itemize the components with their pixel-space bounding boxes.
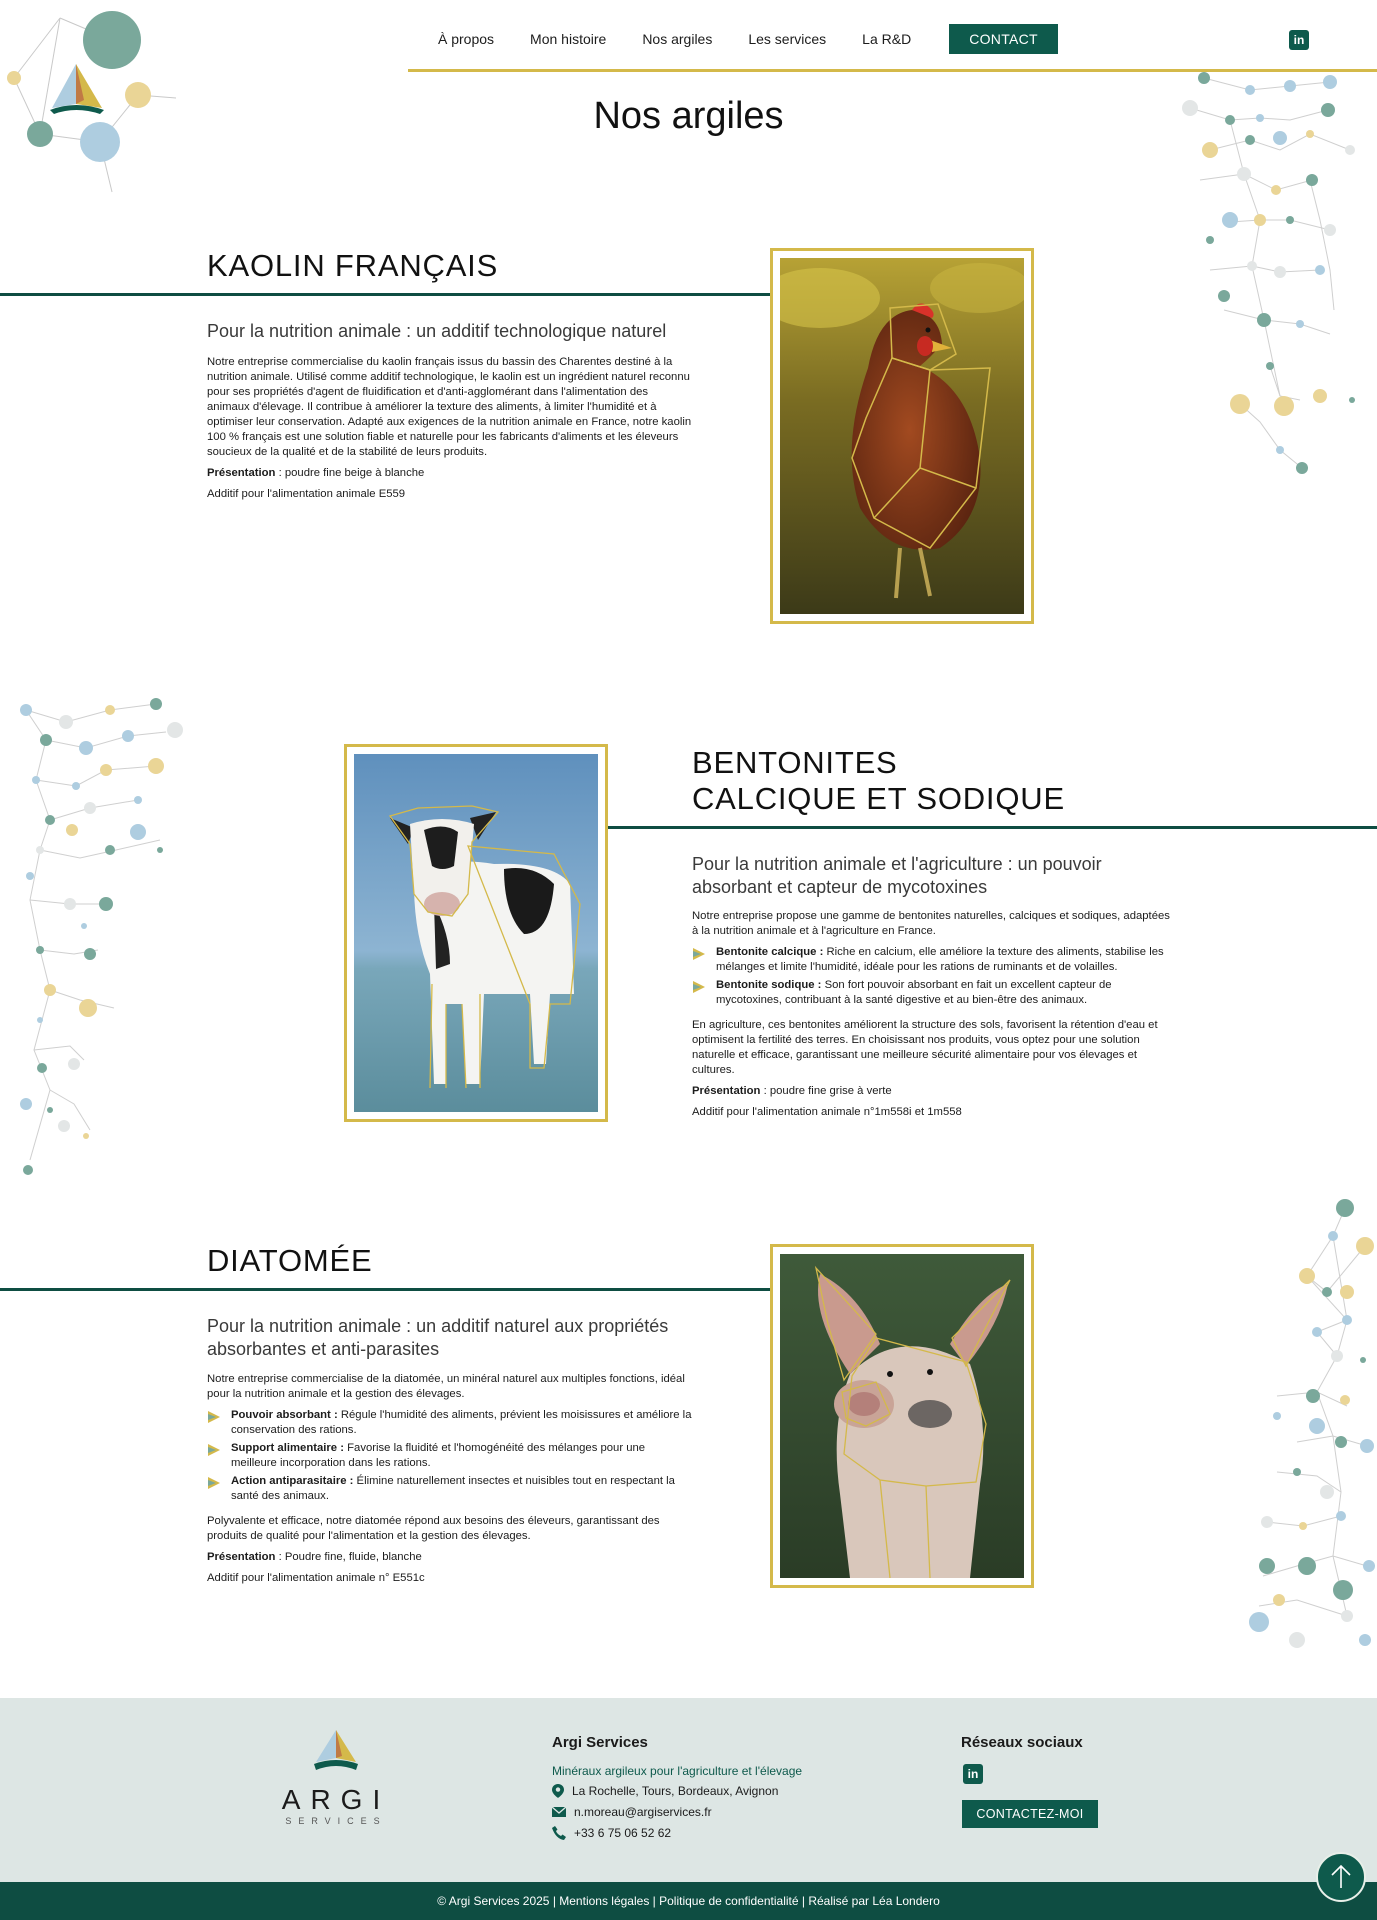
phone-icon [552,1826,566,1840]
kaolin-divider [0,293,772,296]
bentonites-intro: Notre entreprise propose une gamme de bentonites naturelles, calciques et sodiques, adaptées à la nutrition animale et à l'agriculture en France. [692,910,1170,937]
bentonites-title [692,745,1065,817]
page-title: Nos argiles [593,95,784,137]
diatomee-title: DIATOMÉE [207,1243,373,1278]
bentonites-title-line2: CALCIQUE ET SODIQUE [692,781,1065,816]
nav-item-nos-argiles[interactable]: Nos argiles [642,31,713,47]
footer-locations: La Rochelle, Tours, Bordeaux, Avignon [552,1784,778,1798]
diatomee-bullet-absorbant: Pouvoir absorbant : Régule l'humidité des aliments, prévient les moisissures et améliore la conservation des rations. [207,1408,692,1438]
arrow-up-icon [1318,1854,1364,1900]
bentonites-title-line1: BENTONITES [692,745,898,780]
footer-company-title: Argi Services [552,1734,648,1751]
argi-logo-icon [310,1728,362,1776]
molecule-decoration-right-bottom [1237,1196,1377,1656]
diatomee-body [207,1372,692,1592]
kaolin-additive: Additif pour l'alimentation animale E559 [207,488,406,500]
footer-contact-button[interactable]: CONTACTEZ-MOI [962,1800,1098,1828]
nav-item-les-services[interactable]: Les services [748,31,827,47]
footer-email[interactable]: n.moreau@argiservices.fr [552,1805,712,1819]
nav-contact-button[interactable]: CONTACT [949,24,1058,54]
diatomee-divider [0,1288,772,1291]
molecule-decoration-left-middle [10,690,190,1180]
pig-photo [780,1254,1024,1578]
kaolin-presentation-value: : poudre fine beige à blanche [275,467,425,479]
bentonites-presentation-label: Présentation [692,1085,761,1097]
argi-logo-sub: SERVICES [285,1816,387,1826]
nav-item-la-rd[interactable]: La R&D [862,31,912,47]
diatomee-additive: Additif pour l'alimentation animale n° E551c [207,1572,425,1584]
bentonites-body [692,909,1172,1126]
bentonites-bullet-calcique: Bentonite calcique : Riche en calcium, elle améliore la texture des aliments, stabilise les mélanges et limite l'humidité, idéale pour les rations de ruminants et de volailles. [692,945,1172,975]
argi-logo-word: ARGI [281,1784,391,1815]
pig-photo-frame [770,1244,1034,1588]
footer-phone[interactable]: +33 6 75 06 52 62 [552,1826,671,1840]
bentonites-paragraph: En agriculture, ces bentonites améliorent la structure des sols, favorisent la rétention d'eau et optimisent la fertilité des terres. En choisissant nos produits, vous optez pour une solution naturelle et efficace, garantissant une meilleure sécurité alimentaire pour vos élevages et cultures. [692,1019,1158,1076]
molecule-decoration-right-top [1180,70,1377,480]
bentonites-bullet-sodique: Bentonite sodique : Son fort pouvoir absorbant en fait un excellent capteur de mycotoxines, contribuant à la santé digestive et au bien-être des animaux. [692,978,1172,1008]
triangle-bullet-icon [207,1476,221,1490]
bentonites-presentation-value: : poudre fine grise à verte [760,1085,892,1097]
kaolin-presentation-label: Présentation [207,467,276,479]
kaolin-body [207,355,692,508]
diatomee-bullet-antiparasitaire: Action antiparasitaire : Élimine naturellement insectes et nuisibles tout en respectant la santé des animaux. [207,1474,692,1504]
hen-photo-frame [770,248,1034,624]
scroll-to-top-button[interactable] [1316,1852,1366,1902]
kaolin-title: KAOLIN FRANÇAIS [207,248,499,283]
diatomee-intro: Notre entreprise commercialise de la diatomée, un minéral naturel aux multiples fonctions, idéal pour la nutrition animale et la gestion des élevages. [207,1373,685,1400]
triangle-bullet-icon [692,947,706,961]
nav-item-mon-histoire[interactable]: Mon histoire [530,31,607,47]
linkedin-icon[interactable]: in [1289,30,1309,50]
map-pin-icon [552,1784,564,1798]
footer-bottom-bar: © Argi Services 2025 | Mentions légales | Politique de confidentialité | Réalisé par Léa Londero [0,1882,1377,1920]
top-navigation [408,0,1377,72]
nav-item-a-propos[interactable]: À propos [438,31,495,47]
kaolin-paragraph: Notre entreprise commercialise du kaolin français issus du bassin des Charentes destiné à la nutrition animale. Utilisé comme additif technologique, le kaolin est un ingrédient naturel reconnu pour ses propriétés d'agent de fluidification et d'anti-agglomérant dans l'alimentation des animaux d'élevage. Il contribue à améliorer la texture des aliments, à limiter l'humidité et à optimiser leur conservation. Adapté aux exigences de la nutrition animale en France, notre kaolin 100 % français est une solution fiable et naturelle pour les fabricants d'aliments et les éleveurs soucieux de la qualité et de la stabilité de leurs produits. [207,356,692,458]
diatomee-presentation-label: Présentation [207,1551,276,1563]
diatomee-subtitle: Pour la nutrition animale : un additif naturel aux propriétés absorbantes et anti-parasites [207,1316,669,1359]
bentonites-additive: Additif pour l'alimentation animale n°1m558i et 1m558 [692,1106,962,1118]
footer-social-title: Réseaux sociaux [961,1734,1083,1751]
triangle-bullet-icon [207,1443,221,1457]
footer [0,1698,1377,1882]
bentonites-divider [608,826,1377,829]
diatomee-paragraph: Polyvalente et efficace, notre diatomée répond aux besoins des éleveurs, garantissant des produits de qualité pour l'alimentation et la gestion des élevages. [207,1515,660,1542]
mail-icon [552,1807,566,1817]
diatomee-presentation-value: : Poudre fine, fluide, blanche [275,1551,422,1563]
footer-tagline: Minéraux argileux pour l'agriculture et l'élevage [552,1764,803,1778]
bentonites-subtitle: Pour la nutrition animale et l'agriculture : un pouvoir absorbant et capteur de mycotoxines [692,854,1102,897]
hen-photo [780,258,1024,614]
footer-linkedin-icon[interactable]: in [963,1764,983,1784]
cow-photo-frame [344,744,608,1122]
kaolin-subtitle: Pour la nutrition animale : un additif technologique naturel [207,321,667,341]
triangle-bullet-icon [692,980,706,994]
triangle-bullet-icon [207,1410,221,1424]
cow-photo [354,754,598,1112]
diatomee-bullet-support: Support alimentaire : Favorise la fluidité et l'homogénéité des mélanges pour une meilleure incorporation dans les rations. [207,1441,692,1471]
